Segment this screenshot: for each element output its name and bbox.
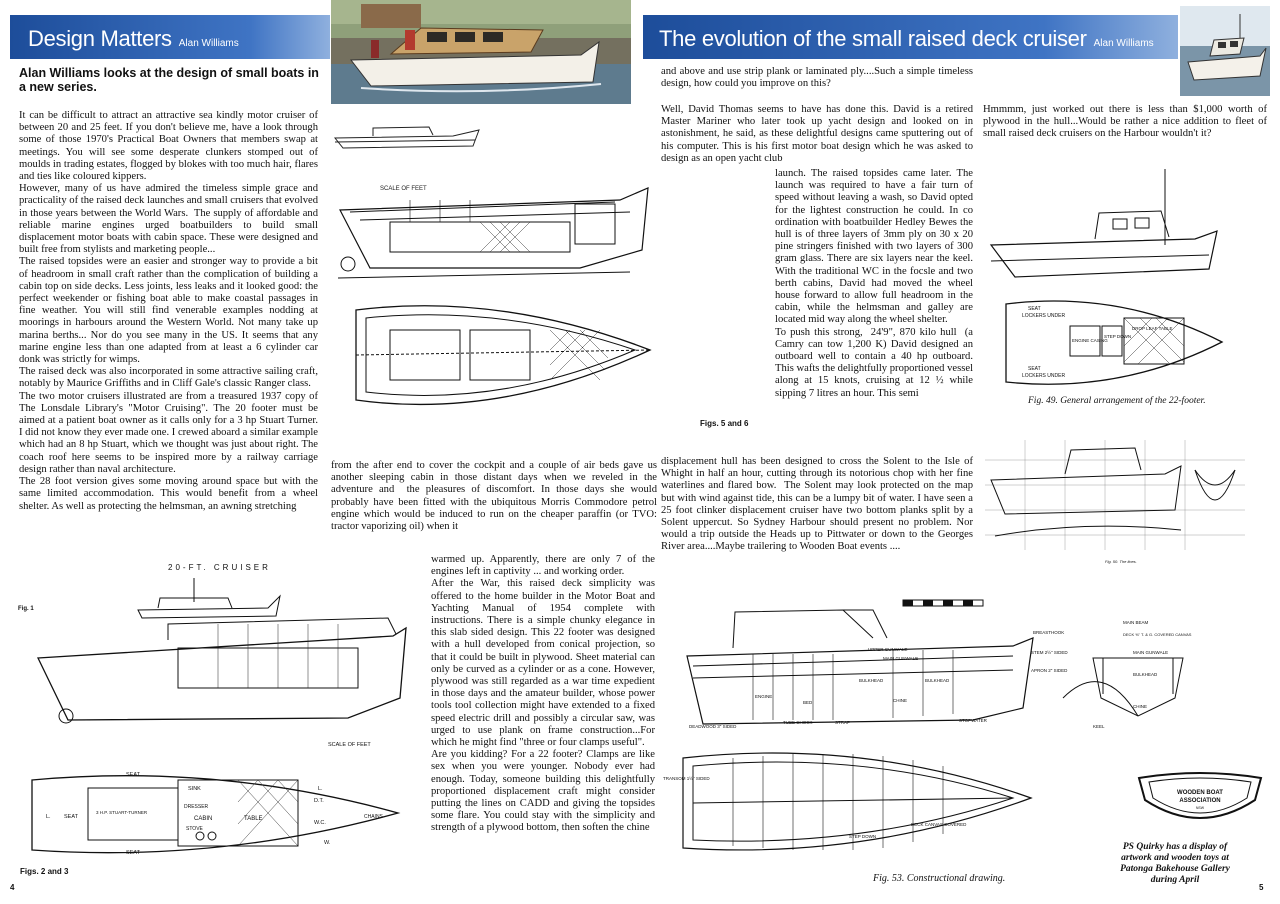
promo-text: PS Quirky has a display of artwork and wooden toys at Patonga Bakehouse Gallery during April — [1120, 842, 1230, 885]
right-header-banner — [643, 15, 1178, 59]
left-header-banner — [10, 15, 330, 59]
plan22-label-lockers-top: LOCKERS UNDER — [1022, 313, 1066, 319]
plan22-label-seat-top: SEAT — [1028, 306, 1041, 312]
badge-line1: WOODEN BOAT — [1177, 790, 1223, 796]
left-col2-bottom-text: warmed up. Apparently, there are only 7 of the engines left in captivity ... and working order. After the War, this raised deck simplicity was offered to the home builder in the Motor Boat and Yachting Manual of 1954 complete with instructions. There is a simple chunky elegance in this slab sided design. This 22 footer was designed with a hull developed from conical projection, so that it could be built in plywood. Sheet material can only be curved as a cylinder or as a cone. However, plywood was still regarded as a war time expedient in those days and the amateur builder, whose power tools tool collection might have extended to a fixed speed electric drill and possibly a circular saw, was urged to use plank on frame construction...For which he might find "three or four clamps useful". Are you kidding? For a 22 footer? Clamps are like sex when you were younger. Nobody ever had enough. Today, someone building this delightfully proportioned displacement craft might consider putting the lines on CADD and giving the topsides some flare. You could stay with the simplicity and strength of a plywood bottom, then soften the chine — [431, 554, 655, 834]
fig1-label: Fig. 1 — [18, 606, 34, 612]
profile-drawing-28ft — [330, 160, 655, 290]
scale-top-label: SCALE OF FEET — [380, 186, 427, 192]
cruiser-20ft-drawings — [18, 558, 426, 878]
plan-label-table: TABLE — [244, 816, 263, 822]
const-label-bulkhead-2: BULKHEAD — [925, 678, 950, 683]
const-label-chine-section: CHINE — [1133, 704, 1148, 709]
plan-label-seat-top: SEAT — [126, 772, 140, 778]
const-label-deck-canvas: DECK CANVAS COVERED — [911, 822, 967, 827]
const-label-main-beam: MAIN BEAM — [1123, 620, 1149, 625]
const-label-transom: TRANSOM 1½" SIDED — [663, 776, 710, 781]
right-col1-top-text: and above and use strip plank or laminated ply....Such a simple timeless design, how could you improve on this? — [661, 66, 976, 90]
const-label-bulkhead-section: BULKHEAD — [1133, 672, 1158, 677]
const-label-breasthook: BREASTHOOK — [1033, 630, 1065, 635]
badge-line2: ASSOCIATION — [1179, 798, 1221, 804]
lines-drawing — [985, 440, 1255, 565]
left-col2-top-text: from the after end to cover the cockpit and a couple of air beds gave us another sleeping cabin in those distant days when we reveled in the adventure and the pleasures of discomfort. In those days she would probably have been fitted with the ubiquitous Morris Commodore petrol engine which would be induced to run on the cheaper paraffin (or TVO: tractor vaporizing oil) when it — [331, 460, 660, 533]
left-header-title: Design Matters — [28, 26, 172, 51]
figs-2-3-caption: Figs. 2 and 3 — [20, 867, 69, 876]
plan22-label-engine: ENGINE CASING — [1072, 338, 1108, 343]
fig53-caption: Fig. 53. Constructional drawing. — [873, 873, 1006, 884]
left-page-number: 4 — [10, 883, 15, 892]
right-header-title: The evolution of the small raised deck cruiser — [659, 26, 1087, 51]
const-label-tube-chock: TUBE CHOCK — [783, 720, 813, 725]
plan22-label-lockers-bottom: LOCKERS UNDER — [1022, 373, 1066, 379]
right-col1-wide-text: displacement hull has been designed to cross the Solent to the Isle of Whight in half an hour, cutting through its notorious chop with her fine waterlines and flared bow. The Solent may look protected on the map but with wind against tide, this can be a lumpy bit of water. I have seen a 25 foot clinker displacement cruiser have two bottom planks split by a Solent uppercut. So Sydney Harbour should present no problem. Nor would a trip outside the Heads up to Pittwater or down to the Georges River area....Maybe trailering to Wooden Boat events .... — [661, 456, 976, 553]
fig50-caption: Fig. 50. The lines. — [1105, 559, 1137, 564]
plan-drawing-28ft — [350, 290, 660, 425]
small-elevation-drawing — [333, 120, 483, 154]
left-subhead: Alan Williams looks at the design of small boats in a new series. — [19, 66, 319, 94]
plan-label-cabin: CABIN — [194, 816, 213, 822]
plan-label-w: W. — [324, 840, 331, 846]
small-cruiser-photo — [1180, 6, 1270, 96]
const-label-upper-gunwale: UPPER GUNWALE — [868, 647, 908, 652]
const-label-main-gunwale-section: MAIN GUNWALE — [1133, 650, 1169, 655]
const-label-stopwater: STOPWATER — [959, 718, 987, 723]
const-label-deadwood: DEADWOOD 3" SIDED — [689, 724, 737, 729]
constructional-drawing — [663, 598, 1203, 883]
const-label-bed: BED — [803, 700, 813, 705]
plan22-label-table: DROP LEAF TABLE — [1132, 326, 1173, 331]
plan22-label-seat-bottom: SEAT — [1028, 366, 1041, 372]
const-label-step-down: STEP DOWN — [849, 834, 877, 839]
wooden-boat-association-badge — [1135, 770, 1265, 832]
const-label-engine: ENGINE — [755, 694, 773, 699]
fig49-caption: Fig. 49. General arrangement of the 22-footer. — [1028, 396, 1206, 406]
right-col1-main-text: Well, David Thomas seems to have has done this. David is a retired Master Mariner who later took up yacht design and looked on in astonishment, he said, as these delightful designs came sputtering out of his computer. This is his first motor boat design which he was asked to design as an open yacht club — [661, 104, 976, 164]
scale-label: SCALE OF FEET — [328, 742, 371, 748]
const-label-apron: APRON 2" SIDED — [1031, 668, 1068, 673]
figs-5-6-caption: Figs. 5 and 6 — [700, 419, 749, 428]
plan-label-dt: D.T. — [314, 798, 324, 804]
plan-drawing-22ft — [1000, 290, 1230, 400]
plan-label-sink: SINK — [188, 786, 201, 792]
right-page-number: 5 — [1259, 883, 1264, 892]
const-label-deck: DECK ⅝" T. & G. COVERED CANVAS — [1123, 632, 1192, 637]
right-col2-text: Hmmmm, just worked out there is less than $1,000 worth of plywood in the hull...Would be rather a nice addition to fleet of small raised deck cruisers on the Harbour wouldn't it? — [983, 104, 1270, 140]
left-col1-text: It can be difficult to attract an attractive sea kindly motor cruiser of between 20 and 25 feet. If you don't believe me, have a look through some of those 1970's Practical Boat Owners that members swap at meetings. You will see some desperate clunkers stomped out of moulds in trading estates, flogged by blokes with too much hair, flares and ties like coloured kippers. However, many of us have admired the timeless simple grace and practicality of the raised deck launches and small cruisers that evolved in those years between the World Wars. The supply of affordable and reliable marine engines urged boatbuilders to build small displacement motor boats with cabin space. These were designed and built free from stylists and marketing people... The raised topsides were an easier and stronger way to provide a bit of headroom in small craft rather than the complication of building a cabin top on side decks. Less joints, less leaks and it looked good: the perfect weekender or fishing boat able to make coastal passages in fine weather. You will still find venerable examples nodding at moorings in harbours around the Western World. Not many take up marina berths... Nor do you see many in the US. It seems that any marine engine less than one adapted from at least a 6 cylinder car donk was strictly for wimps. The raised deck was also incorporated in some attractive sailing craft, notably by Maurice Griffiths and in Cliff Gale's classic Ranger class. The two motor cruisers illustrated are from a treasured 1937 copy of The Lonsdale Library's "Motor Cruising". The 20 footer must be aimed at a patient boat owner as it calls only for a 3 hp Stuart Turner. I did not know they ever made one. I crewed aboard a similar example which had an 8 hp Stuart, which we thought was just about right. The coach roof here seems to be inspired more by a railway carriage design rather than naval architecture. The 28 foot version gives some moving around space but with the same limited accommodation. This would benefit from a wheel shelter. As well as protecting the helmsman, an awning stretching — [19, 110, 318, 512]
profile-drawing-22ft — [985, 165, 1225, 285]
const-label-strap: STRAP — [835, 720, 851, 725]
plan22-label-step: STEP DOWN — [1104, 334, 1132, 339]
const-label-stem: STEM 2½" SIDED — [1031, 650, 1068, 655]
left-header-author: Alan Williams — [178, 38, 239, 49]
right-col1-narrow-text: launch. The raised topsides came later. The launch was required to have a fair turn of speed without leaving a wash, so David opted for the lightest construction he could. In co ordination with boatbuilder Hedley Bewes the hull is of three layers of 3mm ply on 30 x 20 pine stringers finished with two layers of 300 gram glass. There are six layers near the keel. With the traditional WC in the focsle and two berth cabins, David had moved the wheel house forward to allow full headroom in the cabin, while the helmsman and galley are located mid way along the wheel shelter. To push this strong, 24'9", 870 kilo hull (a Camry can tow 1,200 K) David designed an outboard well to contain a 40 hp outboard. This wafts the delightfully proportioned vessel along at 15 knots, cruising at 12 ½ while sipping 7 litres an hour. This semi — [775, 168, 974, 399]
const-label-bulkhead-1: BULKHEAD — [859, 678, 884, 683]
badge-line3: NSW — [1195, 806, 1205, 810]
plan-label-stove: STOVE — [186, 826, 203, 832]
plan-label-l-left: L. — [46, 814, 51, 820]
const-label-keel: KEEL — [1093, 724, 1105, 729]
cruiser-title: 20-FT. CRUISER — [168, 563, 271, 572]
plan-label-dresser: DRESSER — [184, 804, 209, 810]
right-header-author: Alan Williams — [1093, 38, 1154, 49]
const-label-main-gunwale: MAIN GUNWALE — [883, 656, 919, 661]
plan-label-engine: 3 H.P. STUART-TURNER — [96, 810, 148, 815]
plan-label-seat-stern: SEAT — [64, 814, 78, 820]
plan-label-chains: CHAINS — [364, 814, 383, 820]
cruiser-photo — [331, 0, 631, 104]
const-label-chine: CHINE — [893, 698, 908, 703]
plan-label-wc: W.C. — [314, 820, 326, 826]
plan-label-seat-bottom: SEAT — [126, 850, 140, 856]
plan-label-l-top: L. — [318, 786, 323, 792]
